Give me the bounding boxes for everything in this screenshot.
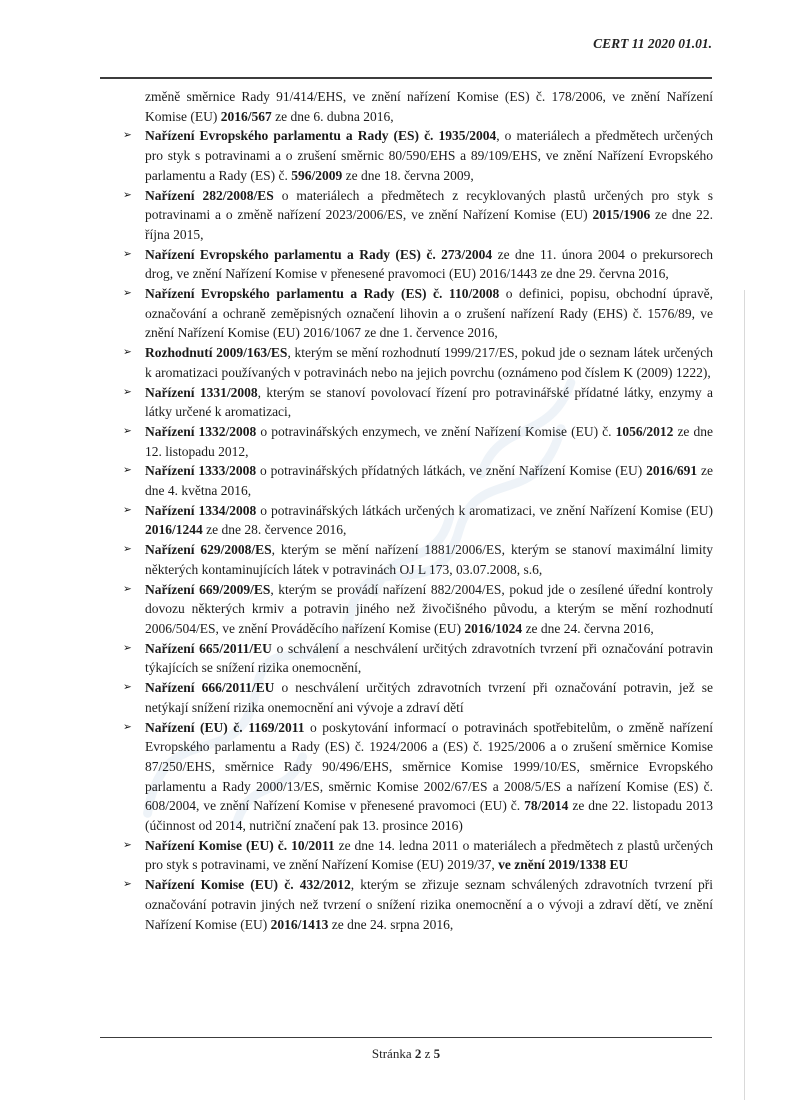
- list-item: [123, 875, 713, 934]
- list-item: [123, 422, 713, 461]
- bullet-arrow-icon: ➢: [123, 464, 132, 477]
- list-item: [123, 126, 713, 185]
- list-item: [123, 245, 713, 284]
- item-text: Nařízení 665/2011/EU o schválení a neschválení určitých zdravotních tvrzení při označování potravin týkajících se snížení rizika onemocnění,: [145, 640, 713, 676]
- bullet-arrow-icon: ➢: [123, 346, 132, 359]
- list-item: [123, 639, 713, 678]
- document-code: CERT 11 2020 01.01.: [593, 36, 712, 51]
- list-item: [123, 461, 713, 500]
- item-text: Nařízení 1333/2008 o potravinářských přídatných látkách, ve znění Nařízení Komise (EU) 2016/691 ze dne 4. května 2016,: [145, 463, 713, 499]
- item-text: Nařízení 1332/2008 o potravinářských enzymech, ve znění Nařízení Komise (EU) č. 1056/2012 ze dne 12. listopadu 2012,: [145, 423, 713, 459]
- bullet-arrow-icon: ➢: [123, 582, 132, 595]
- bullet-arrow-icon: ➢: [123, 543, 132, 556]
- item-text: Rozhodnutí 2009/163/ES, kterým se mění rozhodnutí 1999/217/ES, pokud jde o seznam látek určených k aromatizaci používaných v potravinách nebo na jejich povrchu (oznámeno pod číslem K (2009) 1222),: [145, 345, 713, 380]
- list-item: [123, 580, 713, 639]
- list-item: [123, 186, 713, 245]
- list-item: [123, 284, 713, 343]
- footer-separator: z: [421, 1046, 434, 1061]
- list-item: [123, 678, 713, 717]
- item-text: Nařízení Evropského parlamentu a Rady (ES) č. 1935/2004, o materiálech a předmětech určených pro styk s potravinami a o zrušení směrnic 80/590/EHS a 89/109/EHS, ve znění Nařízení Evropského parlamentu a Rady (ES) č. 596/2009 ze dne 18. června 2009,: [145, 128, 713, 183]
- list-item: [123, 343, 713, 382]
- item-text: Nařízení 666/2011/EU o neschválení určitých zdravotních tvrzení při označování potravin, jež se netýkají snížení rizika onemocnění ani vývoje a zdraví dětí: [145, 680, 713, 715]
- list-item: [123, 501, 713, 540]
- footer-prefix: Stránka: [371, 1046, 415, 1061]
- bullet-arrow-icon: ➢: [123, 503, 132, 516]
- list-item: [123, 540, 713, 579]
- item-text: změně směrnice Rady 91/414/EHS, ve znění nařízení Komise (ES) č. 178/2006, ve znění Nařízení Komise (EU) 2016/567 ze dne 6. dubna 2016,: [145, 89, 713, 124]
- bullet-arrow-icon: ➢: [123, 838, 132, 851]
- bullet-arrow-icon: ➢: [123, 641, 132, 654]
- item-text: Nařízení Evropského parlamentu a Rady (ES) č. 273/2004 ze dne 11. února 2004 o prekursorech drog, ve znění Nařízení Komise v přenesené pravomoci (EU) 2016/1443 ze dne 29. června 2016,: [145, 246, 713, 282]
- bullet-arrow-icon: ➢: [123, 188, 132, 201]
- list-item: [123, 383, 713, 422]
- bullet-arrow-icon: ➢: [123, 681, 132, 694]
- item-text: Nařízení Evropského parlamentu a Rady (ES) č. 110/2008 o definici, popisu, obchodní úpravě, označování a ochraně zeměpisných označení lihovin a o zrušení nařízení Rady (EHS) č. 1576/89, ve znění Nařízení Komise (EU) 2016/1067 ze dne 1. července 2016,: [145, 286, 714, 341]
- bullet-arrow-icon: ➢: [123, 720, 132, 733]
- item-text: Nařízení Komise (EU) č. 432/2012, kterým se zřizuje seznam schválených zdravotních tvrzení při označování potravin jiných než tvrzení o snížení rizika onemocnění a o vývoji a zdraví dětí, ve znění Nařízení Komise (EU) 2016/1413 ze dne 24. srpna 2016,: [145, 877, 713, 932]
- footer-rule: [100, 1037, 712, 1038]
- item-text: Nařízení 1331/2008, kterým se stanoví povolovací řízení pro potravinářské přídatné látky, enzymy a látky určené k aromatizaci,: [145, 384, 713, 420]
- list-item: [123, 836, 713, 875]
- item-text: Nařízení Komise (EU) č. 10/2011 ze dne 14. ledna 2011 o materiálech a předmětech z plastů určených pro styk s potravinami, ve znění Nařízení Komise (EU) 2019/37, ve znění 2019/1338 EU: [145, 837, 713, 873]
- page-footer: [100, 1046, 712, 1062]
- list-item: [123, 718, 713, 836]
- bullet-arrow-icon: ➢: [123, 287, 132, 300]
- item-text: Nařízení 1334/2008 o potravinářských látkách určených k aromatizaci, ve znění Nařízení Komise (EU) 2016/1244 ze dne 28. července 2016,: [145, 502, 713, 538]
- regulation-list: [123, 87, 713, 934]
- header-rule: [100, 77, 712, 79]
- bullet-arrow-icon: [123, 87, 145, 126]
- bullet-arrow-icon: ➢: [123, 424, 132, 437]
- bullet-arrow-icon: ➢: [123, 247, 132, 260]
- footer-total-pages: 5: [433, 1046, 441, 1061]
- bullet-arrow-icon: ➢: [123, 385, 132, 398]
- item-text: Nařízení (EU) č. 1169/2011 o poskytování informací o potravinách spotřebitelům, o změně nařízení Evropského parlamentu a Rady (ES) č. 1924/2006 a (ES) č. 1925/2006 a o zrušení směrnice Komise 87/250/EHS, směrnice Rady 90/496/EHS, směrnice Komise 1999/10/ES, směrnice Evropského parlamentu a Rady 2000/13/ES, směrnic Komise 2002/67/ES a 2008/5/ES a nařízení Komise (ES) č. 608/2004, ve znění Nařízení Komise v přenesené pravomoci (EU) č. 78/2014 ze dne 22. listopadu 2013 (účinnost od 2014, nutriční značení pak 13. prosince 2016): [145, 719, 713, 834]
- continuation-text: [123, 87, 713, 126]
- footer-page-number: 2: [414, 1046, 422, 1061]
- item-text: Nařízení 629/2008/ES, kterým se mění nařízení 1881/2006/ES, kterým se stanoví maximální limity některých kontaminujících látek v potravinách OJ L 173, 03.07.2008, s.6,: [145, 542, 713, 577]
- item-text: Nařízení 669/2009/ES, kterým se provádí nařízení 882/2004/ES, pokud jde o zesílené úřední kontroly dovozu některých krmiv a potravin jiného než živočišného původu, a kterým se mění rozhodnutí 2006/504/ES, ve znění Prováděcího nařízení Komise (EU) 2016/1024 ze dne 24. června 2016,: [145, 581, 713, 636]
- bullet-arrow-icon: ➢: [123, 129, 132, 142]
- bullet-arrow-icon: ➢: [123, 878, 132, 891]
- item-text: Nařízení 282/2008/ES o materiálech a předmětech z recyklovaných plastů určených pro styk s potravinami a o změně nařízení 2023/2006/ES, ve znění Nařízení Komise (EU) 2015/1906 ze dne 22. října 2015,: [145, 187, 714, 242]
- scan-artifact-line: [744, 290, 745, 1100]
